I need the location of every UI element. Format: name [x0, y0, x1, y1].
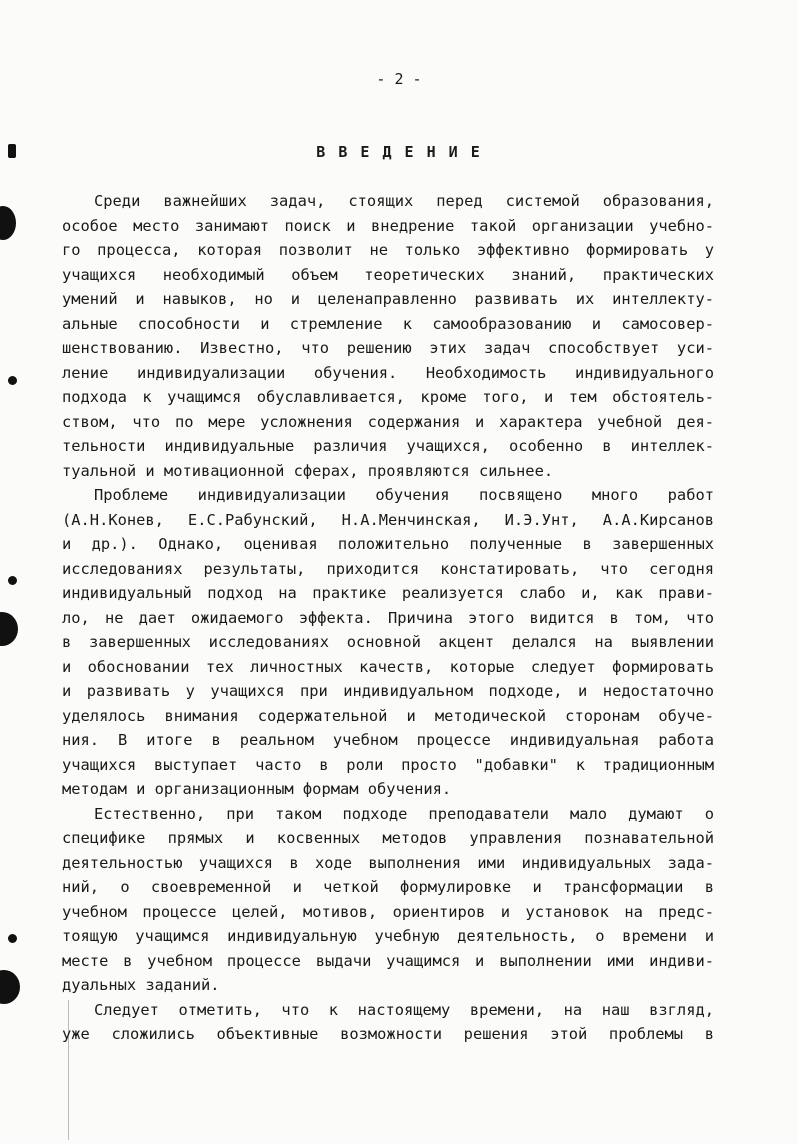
- text-line: уделялось внимания содержательной и методической сторонам обуче-: [62, 706, 714, 725]
- text-line: ния. В итоге в реальном учебном процессе индивидуальная работа: [62, 731, 714, 749]
- punch-hole-mark: [0, 970, 20, 1004]
- text-line: индивидуальный подход на практике реализуется слабо и, как прави-: [62, 584, 714, 602]
- text-line: ством, что по мере усложнения содержания и характера учебной дея-: [62, 412, 714, 431]
- text-line: месте в учебном процессе выдачи учащимся и выполнении ими индиви-: [62, 951, 714, 970]
- text-line: методам и организационным формам обучения.: [62, 780, 452, 798]
- text-line: шенствованию. Известно, что решению этих задач способствует уси-: [62, 339, 714, 357]
- text-line: Естественно, при таком подходе преподаватели мало думают о: [94, 804, 714, 823]
- text-line: ление индивидуализации обучения. Необходимость индивидуального: [62, 363, 714, 382]
- text-line: тоящую учащимся индивидуальную учебную деятельность, о времени и: [62, 927, 714, 945]
- text-line: туальной и мотивационной сферах, проявляются сильнее.: [62, 461, 554, 480]
- text-line: специфике прямых и косвенных методов управления познавательной: [62, 829, 714, 847]
- text-line: умений и навыков, но и целенаправленно развивать их интеллекту-: [62, 290, 714, 308]
- text-line: альные способности и стремление к самообразованию и самосовер-: [62, 314, 714, 333]
- binding-dot: [8, 576, 17, 585]
- text-line: учебном процессе целей, мотивов, ориентиров и установок на предс-: [62, 902, 714, 921]
- text-line: особое место занимают поиск и внедрение такой организации учебно-: [62, 216, 714, 235]
- paragraph-1: [62, 189, 714, 483]
- text-line: дуальных заданий.: [62, 976, 220, 994]
- text-line: уже сложились объективные возможности решения этой проблемы в: [62, 1025, 714, 1043]
- text-line: учащихся необходимый объем теоретических знаний, практических: [62, 265, 714, 284]
- text-line: подхода к учащимся обуславливается, кроме того, и тем обстоятель-: [62, 388, 714, 406]
- paragraph-4: [62, 998, 714, 1047]
- text-line: в завершенных исследованиях основной акцент делался на выявлении: [62, 633, 714, 651]
- text-line: исследованиях результаты, приходится констатировать, что сегодня: [62, 559, 714, 578]
- text-line: Проблеме индивидуализации обучения посвящено много работ: [94, 486, 714, 504]
- text-line: ний, о своевременной и четкой формулировке и трансформации в: [62, 878, 714, 896]
- text-line: (А.Н.Конев, Е.С.Рабунский, Н.А.Менчинская, И.Э.Унт, А.А.Кирсанов: [62, 510, 714, 529]
- body-text: [62, 189, 714, 1047]
- binding-dot: [8, 376, 17, 385]
- text-line: и развивать у учащихся при индивидуальном подходе, и недостаточно: [62, 682, 714, 700]
- paragraph-2: [62, 483, 714, 802]
- text-line: и др.). Однако, оценивая положительно полученные в завершенных: [62, 535, 714, 553]
- text-line: Среди важнейших задач, стоящих перед системой образования,: [94, 192, 714, 210]
- text-line: Следует отметить, что к настоящему времени, на наш взгляд,: [94, 1000, 714, 1019]
- text-line: учащихся выступает часто в роли просто "добавки" к традиционным: [62, 755, 714, 774]
- text-line: ло, не дает ожидаемого эффекта. Причина этого видится в том, что: [62, 608, 714, 627]
- page-number: - 2 -: [376, 70, 422, 88]
- punch-hole-mark: [0, 206, 16, 240]
- section-title: В В Е Д Е Н И Е: [316, 143, 482, 161]
- text-line: тельности индивидуальные различия учащихся, особенно в интеллек-: [62, 437, 714, 455]
- binding-dot: [8, 934, 17, 943]
- text-line: го процесса, которая позволит не только эффективно формировать у: [62, 241, 714, 259]
- text-line: деятельностью учащихся в ходе выполнения ими индивидуальных зада-: [62, 853, 714, 872]
- text-line: и обосновании тех личностных качеств, которые следует формировать: [62, 657, 714, 676]
- paragraph-3: [62, 802, 714, 998]
- punch-hole-mark: [0, 612, 18, 646]
